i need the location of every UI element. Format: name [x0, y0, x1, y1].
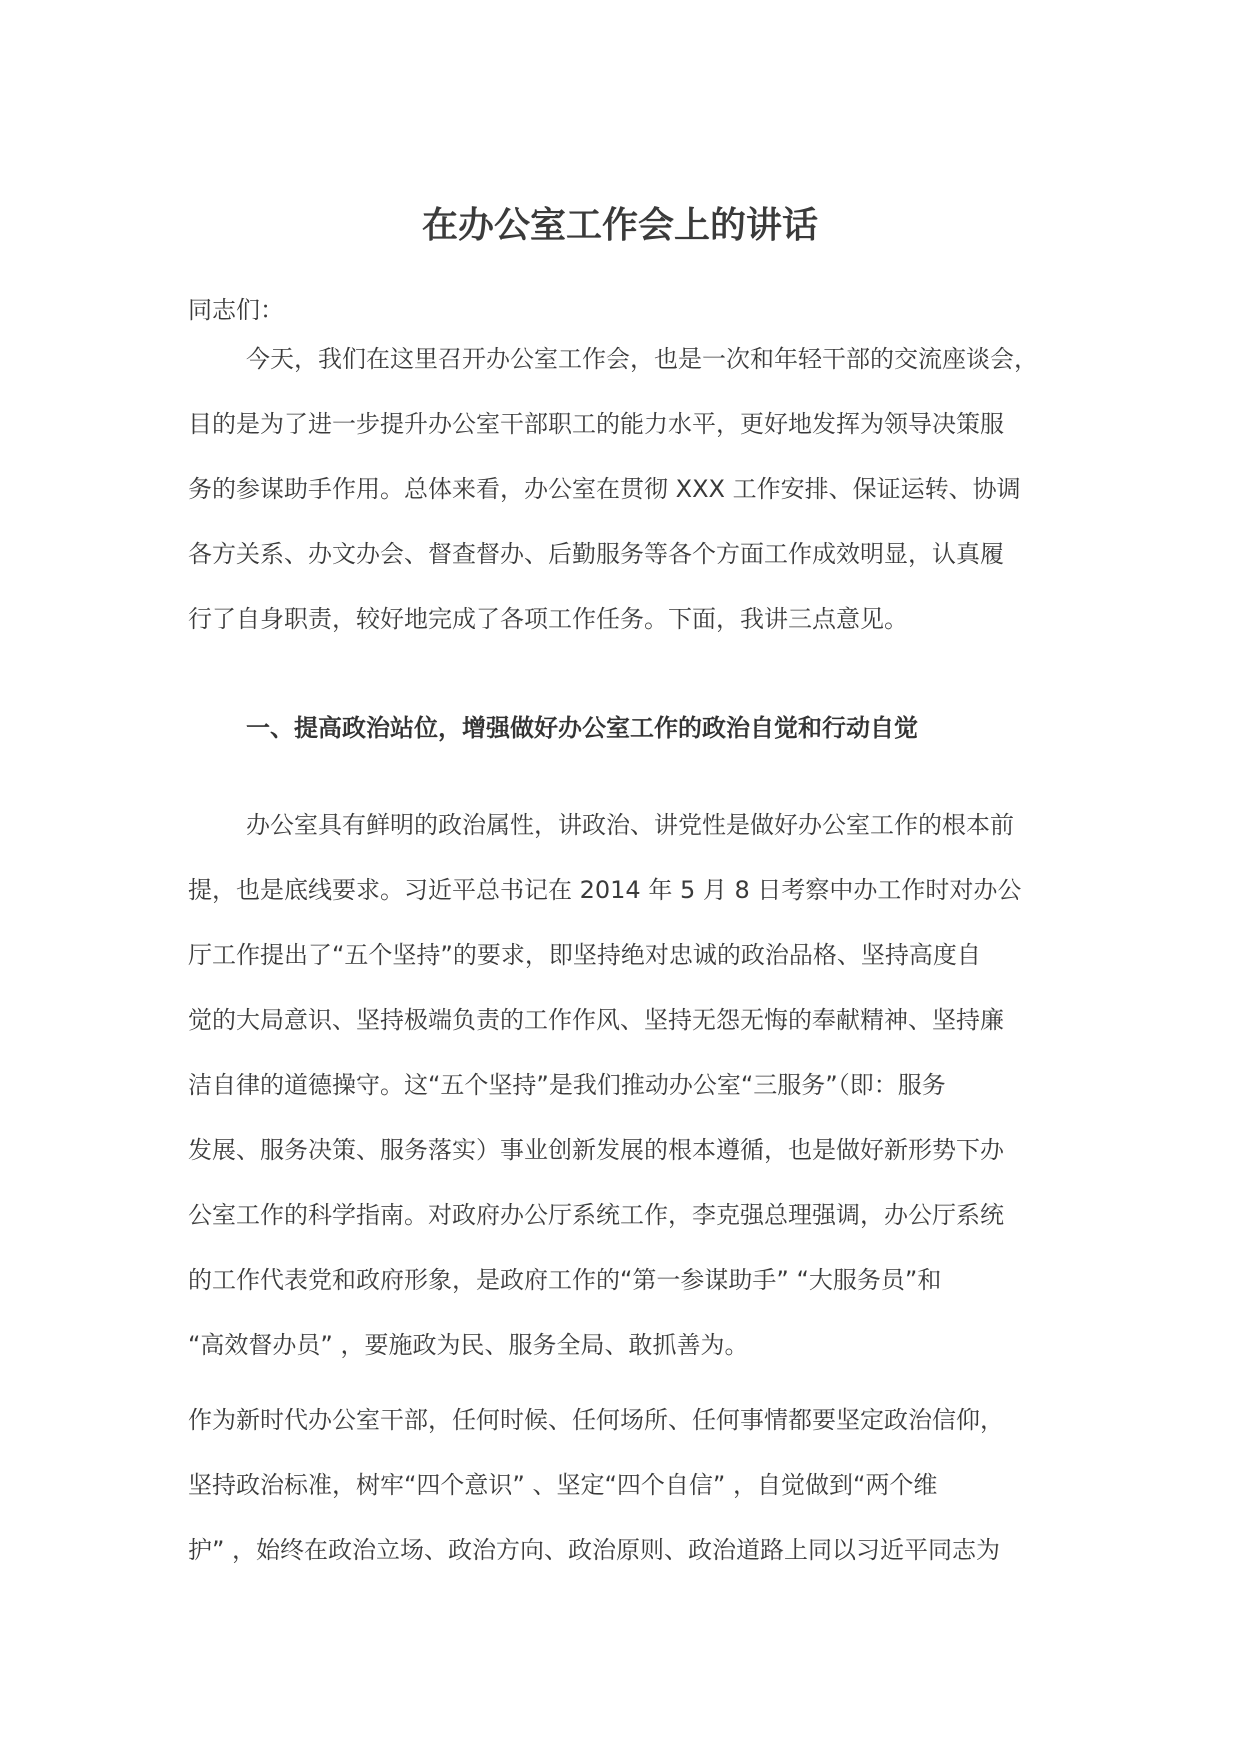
paragraph-line: 护” ，始终在政治立场、政治方向、政治原则、政治道路上同以习近平同志为: [188, 1536, 1001, 1564]
paragraph-line: 目的是为了进一步提升办公室干部职工的能力水平，更好地发挥为领导决策服: [188, 410, 1004, 438]
paragraph-line: 行了自身职责，较好地完成了各项工作任务。下面，我讲三点意见。: [188, 605, 908, 633]
paragraph-line: 坚持政治标准，树牢“四个意识” 、坚定“四个自信” ，自觉做到“两个维: [188, 1471, 938, 1499]
paragraph-line: 今天，我们在这里召开办公室工作会，也是一次和年轻干部的交流座谈会，: [246, 345, 1038, 373]
paragraph-line: 作为新时代办公室干部，任何时候、任何场所、任何事情都要坚定政治信仰，: [188, 1406, 1004, 1434]
paragraph-line: 洁自律的道德操守。这“五个坚持”是我们推动办公室“三服务”（即：服务: [188, 1071, 946, 1099]
greeting: 同志们：: [188, 296, 284, 324]
paragraph-intro: [188, 327, 1058, 652]
paragraph-line: “高效督办员” ，要施政为民、服务全局、敢抓善为。: [188, 1331, 749, 1359]
document-title: 在办公室工作会上的讲话: [421, 205, 818, 246]
paragraph-line: 办公室具有鲜明的政治属性，讲政治、讲党性是做好办公室工作的根本前: [246, 811, 1014, 839]
paragraph-new-era: [188, 1388, 1058, 1583]
paragraph-line: 觉的大局意识、坚持极端负责的工作作风、坚持无怨无悔的奉献精神、坚持廉: [188, 1006, 1004, 1034]
paragraph-line: 提，也是底线要求。习近平总书记在 2014 年 5 月 8 日考察中办工作时对办公: [188, 876, 1022, 904]
paragraph-line: 发展、服务决策、服务落实）事业创新发展的根本遵循，也是做好新形势下办: [188, 1136, 1004, 1164]
paragraph-line: 厅工作提出了“五个坚持”的要求，即坚持绝对忠诚的政治品格、坚持高度自: [188, 941, 981, 969]
paragraph-line: 务的参谋助手作用。总体来看，办公室在贯彻 XXX 工作安排、保证运转、协调: [188, 475, 1021, 503]
section-heading-1: 一、提高政治站位，增强做好办公室工作的政治自觉和行动自觉: [246, 714, 918, 742]
paragraph-line: 各方关系、办文办会、督查督办、后勤服务等各个方面工作成效明显，认真履: [188, 540, 1004, 568]
paragraph-line: 的工作代表党和政府形象，是政府工作的“第一参谋助手” “大服务员”和: [188, 1266, 942, 1294]
paragraph-line: 公室工作的科学指南。对政府办公厅系统工作，李克强总理强调，办公厅系统: [188, 1201, 1004, 1229]
paragraph-political: [188, 793, 1058, 1378]
